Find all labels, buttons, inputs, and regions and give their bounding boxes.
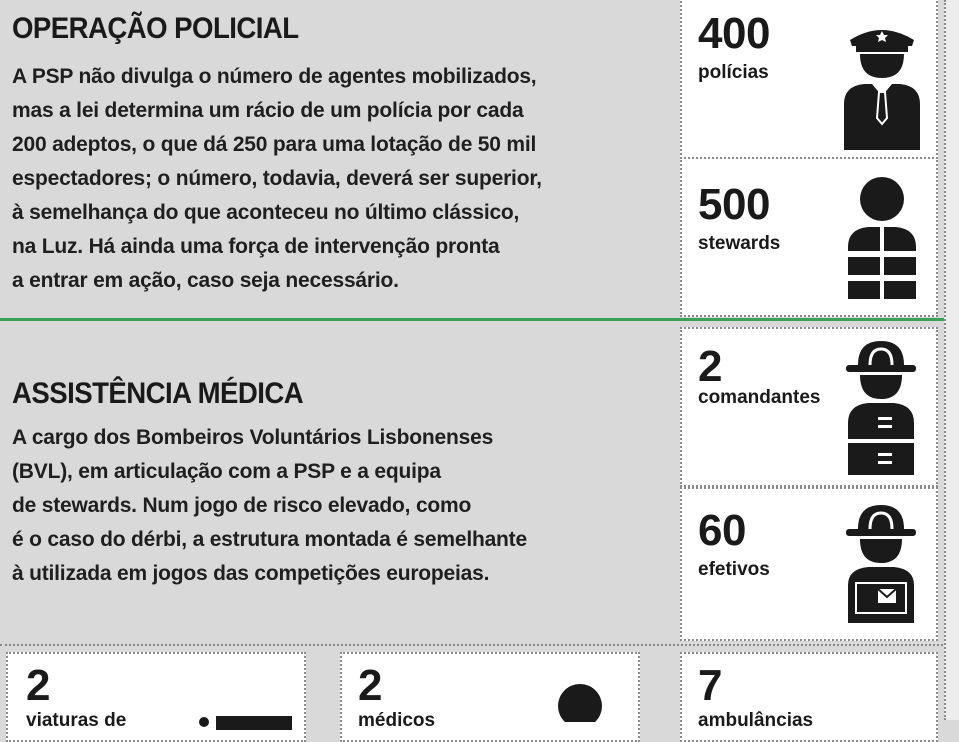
doctor-icon <box>556 682 604 722</box>
bottom-separator <box>0 644 959 646</box>
stat-box-commanders <box>680 327 938 487</box>
section-text-policial: A PSP não divulga o número de agentes mobilizados, mas a lei determina um rácio de um polícia por cada 200 adeptos, o que dá 250 para uma lotação de 50 mil espectadores; o número, todavia, deverá ser superior, à semelhança do que aconteceu no último clássico, na Luz. Há ainda uma força de intervenção pronta a entrar em ação, caso seja necessário. <box>12 65 542 292</box>
stat-number: 500 <box>698 180 770 229</box>
section-policial <box>0 0 959 318</box>
stat-box-doctors <box>340 652 640 742</box>
stat-label: efetivos <box>698 559 770 580</box>
stat-label: comandantes <box>698 387 821 408</box>
section-text-medica: A cargo dos Bombeiros Voluntários Lisbonenses (BVL), em articulação com a PSP e a equipa de stewards. Num jogo de risco elevado, como é o caso do dérbi, a estrutura montada é semelhante à utilizada em jogos das competições europeias. <box>12 426 527 585</box>
stat-number: 7 <box>698 661 722 710</box>
stat-label: stewards <box>698 233 781 254</box>
stat-number: 2 <box>26 661 50 710</box>
stat-label: médicos <box>358 710 436 731</box>
stat-label: viaturas de <box>26 710 127 731</box>
stat-number: 2 <box>358 661 382 710</box>
stat-number: 2 <box>698 342 722 391</box>
steward-vest-icon <box>842 177 922 299</box>
stat-box-ambulances <box>680 652 938 742</box>
police-officer-icon <box>842 22 922 150</box>
section-title-medica: ASSISTÊNCIA MÉDICA <box>12 377 304 410</box>
stat-number: 400 <box>698 9 770 58</box>
right-edge-strip <box>944 0 959 720</box>
stat-box-police <box>680 0 938 159</box>
stat-box-vehicles <box>6 652 306 742</box>
stat-label: polícias <box>698 62 769 83</box>
vehicle-icon <box>194 710 294 730</box>
firefighter-commander-icon <box>844 335 918 475</box>
section-title-policial: OPERAÇÃO POLICIAL <box>12 12 299 45</box>
stat-box-crew <box>680 487 938 641</box>
stat-box-stewards <box>680 157 938 317</box>
stat-label: ambulâncias <box>698 710 814 731</box>
stat-number: 60 <box>698 506 746 555</box>
firefighter-crew-icon <box>844 499 918 631</box>
section-medica <box>0 321 959 641</box>
